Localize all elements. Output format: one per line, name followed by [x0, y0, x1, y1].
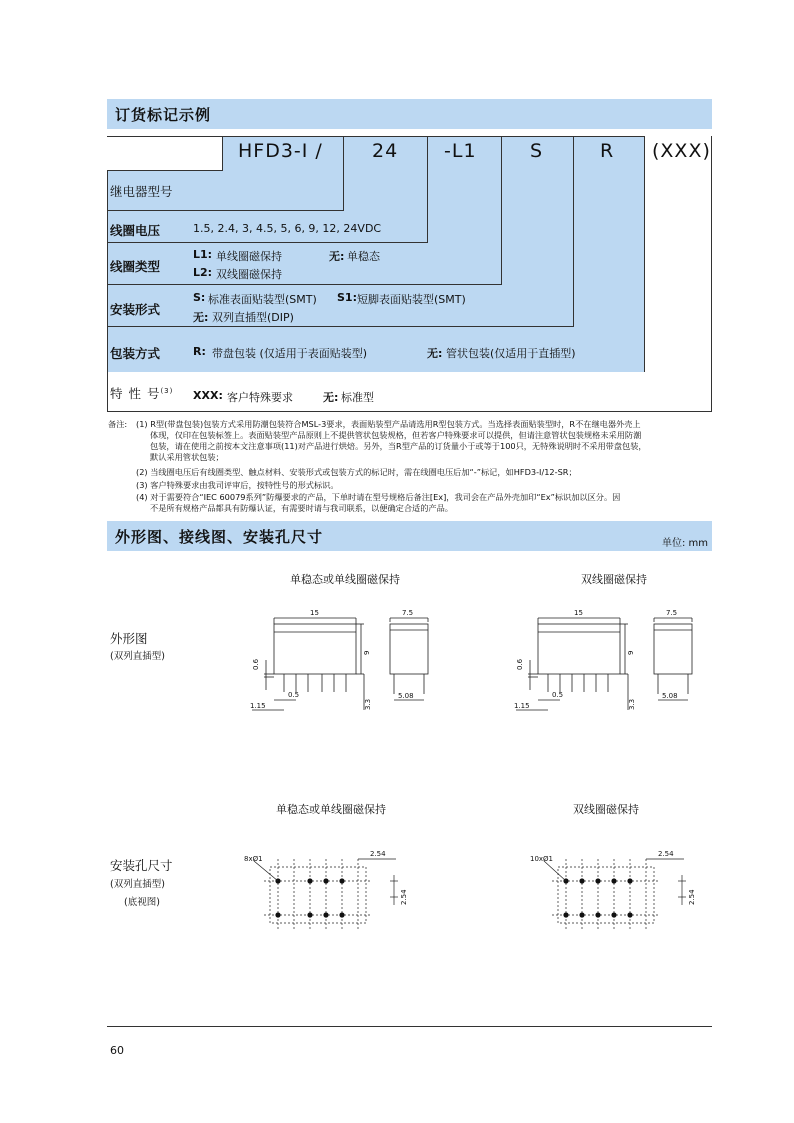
special-none-value: 标准型 [341, 391, 374, 404]
dim-7-5: 7.5 [666, 609, 678, 617]
dim-9: 9 [363, 650, 371, 655]
dim-0-6: 0.6 [516, 658, 524, 670]
holes-drawing-left [240, 845, 410, 935]
l2-key: L2: [193, 266, 213, 279]
holes-label: 安装孔尺寸 [110, 858, 173, 873]
pack-none-key: 无: [427, 347, 443, 360]
dim-3-3: 3.3 [364, 698, 372, 710]
note-1d: 默认采用管状包装； [150, 452, 224, 462]
l1-value: 单线圈磁保持 [216, 250, 282, 263]
section-title: 订货标记示例 [115, 106, 212, 124]
l1-key: L1: [193, 248, 213, 261]
mounting-label: 安装形式 [110, 302, 161, 317]
s1-value: 短脚表面贴装型(SMT) [357, 293, 466, 306]
holes-drawing-right [528, 845, 698, 935]
holes-left-title: 单稳态或单线圈磁保持 [276, 803, 386, 816]
s1-key: S1: [337, 291, 357, 304]
s-key: S: [193, 291, 206, 304]
dim-0-5: 0.5 [552, 691, 564, 699]
relay-type-label: 继电器型号 [110, 184, 173, 199]
coil-type-label: 线圈类型 [110, 259, 161, 274]
outline-drawing-right [508, 600, 708, 720]
s-value: 标准表面贴装型(SMT) [208, 293, 317, 306]
note-1b: 体现，仅印在包装标签上。表面贴装型产品原则上不提供管状包装规格，但若客户特殊要求可以提供，但请注意管状包装规格未采用防潮 [150, 430, 642, 440]
notes-prefix: 备注: [108, 419, 128, 429]
dim-0-5: 0.5 [288, 691, 300, 699]
code-part4: S [530, 140, 544, 162]
outline-left-title: 单稳态或单线圈磁保持 [290, 573, 400, 586]
dim-15: 15 [310, 609, 319, 617]
coil-type-band [107, 242, 503, 286]
code-part2: 24 [372, 140, 399, 162]
pack-none-value: 管状包装(仅适用于直插型) [446, 347, 576, 360]
dim-2-54-v: 2.54 [400, 889, 408, 905]
page-number: 60 [110, 1044, 124, 1057]
note-4a: (4) 对于需要符合“IEC 60079系列”防爆要求的产品，下单时请在型号规格后备注[Ex]，我司会在产品外壳加印“Ex”标识加以区分。因 [136, 492, 621, 502]
coil-voltage-label: 线圈电压 [110, 223, 161, 238]
relay-body-front [538, 624, 620, 674]
note-2: (2) 当线圈电压后有线圈类型、触点材料、安装形式或包装方式的标记时，需在线圈电压后加“-”标记，如HFD3-I/12-SR； [136, 467, 577, 477]
coil-none-value: 单稳态 [347, 250, 380, 263]
xxx-key: XXX: [193, 389, 223, 402]
note-4b: 不是所有规格产品都具有防爆认证，有需要时请与我司联系，以便确定合适的产品。 [150, 503, 453, 513]
dim-1-15: 1.15 [250, 702, 266, 710]
ordering-section-header [107, 99, 712, 129]
dim-5-08: 5.08 [398, 692, 414, 700]
l2-value: 双线圈磁保持 [216, 268, 282, 281]
dim-9: 9 [627, 650, 635, 655]
code-part3: -L1 [444, 140, 477, 162]
dim-0-6: 0.6 [252, 658, 260, 670]
section-title: 外形图、接线图、安装孔尺寸 [115, 528, 324, 546]
top-rule [107, 136, 223, 137]
outline-drawing-left [244, 600, 444, 720]
right-border [711, 136, 712, 372]
note-1a: (1) R型(带盘包装)包装方式采用防潮包装符合MSL-3要求，表面贴装型产品请选用R型包装方式。当选择表面贴装型时，R不在继电器外壳上 [136, 419, 641, 429]
packing-label: 包装方式 [110, 346, 161, 361]
note-1c: 包装，请在使用之前按本文注意事项(11)对产品进行烘焙。另外，当R型产品的订货量小于或等于100只，无特殊说明时不采用带盘包装， [150, 441, 647, 451]
coil-none-key: 无: [329, 250, 345, 263]
footer-rule [107, 1026, 712, 1027]
dim-1-15: 1.15 [514, 702, 530, 710]
coil-voltage-value: 1.5, 2.4, 3, 4.5, 5, 6, 9, 12, 24VDC [193, 222, 382, 235]
relay-body-front [274, 624, 356, 674]
dim-2-54-v: 2.54 [688, 889, 696, 905]
dimensions-section-header [107, 521, 712, 551]
xxx-value: 客户特殊要求 [227, 391, 293, 404]
r-key: R: [193, 345, 206, 358]
outline-label: 外形图 [110, 631, 148, 646]
dim-2-54-h: 2.54 [370, 850, 386, 858]
holes-sub2: (底视图) [124, 897, 160, 908]
dim-2-54-h: 2.54 [658, 850, 674, 858]
mount-none-value: 双列直插型(DIP) [212, 311, 294, 324]
special-label: 特 性 号$^{(3)}$ [110, 386, 174, 401]
holes-sub1: (双列直插型) [110, 879, 165, 890]
dim-7-5: 7.5 [402, 609, 414, 617]
dim-3-3: 3.3 [628, 698, 636, 710]
holes-right-title: 双线圈磁保持 [573, 803, 639, 816]
special-none-key: 无: [323, 391, 339, 404]
r-value: 带盘包装 (仅适用于表面贴装型) [212, 347, 368, 360]
code-part5: R [600, 140, 615, 162]
note-3: (3) 客户特殊要求由我司评审后，按特性号的形式标识。 [136, 480, 339, 490]
special-sup: (3) [160, 386, 174, 395]
dim-15: 15 [574, 609, 583, 617]
outline-sub: (双列直插型) [110, 651, 165, 662]
unit-label: 单位: mm [661, 538, 708, 549]
holes-count-right: 10xØ1 [530, 855, 554, 863]
holes-count-left: 8xØ1 [244, 855, 263, 863]
code-part5-cell [573, 136, 645, 327]
outline-right-title: 双线圈磁保持 [581, 573, 647, 586]
mount-none-key: 无: [193, 311, 209, 324]
code-part1: HFD3-I / [238, 140, 323, 162]
code-part6: (XXX) [652, 140, 711, 162]
dim-5-08: 5.08 [662, 692, 678, 700]
